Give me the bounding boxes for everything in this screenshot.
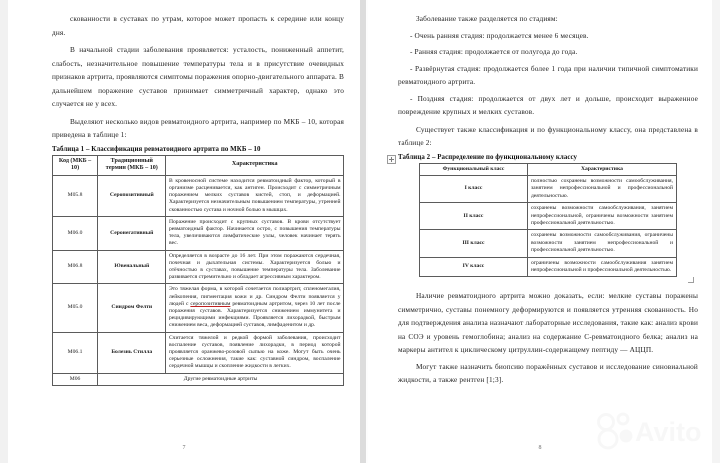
table-header-row xyxy=(53,155,344,175)
stage-item: - Развёрнутая стадия: продолжается более 1 года при наличии типичной симптоматики ревматоидного артрита. xyxy=(398,63,698,86)
cell-term: Серонегативный xyxy=(98,216,166,250)
cell-term: Синдром Фелти xyxy=(98,284,166,332)
viewer-left-edge xyxy=(0,0,8,463)
paragraph: Могут также назначить биопсию поражённых суставов и исследование синовиальной жидкости, а также рентген [1;3]. xyxy=(398,361,698,385)
table-2-header-class: Функциональный класс xyxy=(420,163,528,175)
cell-description: полностью сохранены возможности самообслуживания, занятием непрофессиональной и профессиональной деятельностью. xyxy=(527,175,676,202)
cell-description xyxy=(166,284,344,332)
table-header-row xyxy=(420,163,677,175)
cell-code: М06.0 xyxy=(53,216,98,250)
table-2 xyxy=(419,163,677,278)
paragraph: Существует также классификация и по функциональному классу, она представлена в таблице 2: xyxy=(398,124,698,147)
cell-description: сохранены возможности самообслуживания, ограничены возможности занятием непрофессиональной и профессиональной деятельностью. xyxy=(527,230,676,257)
page-left-content xyxy=(52,12,344,386)
cell-code: М06 xyxy=(53,373,98,385)
paragraph: Заболевание также разделяется по стадиям: xyxy=(416,14,558,23)
stage-item: - Очень ранняя стадия: продолжается менее 6 месяцев. xyxy=(410,30,589,40)
cell-description: сохранены возможности самообслуживания, занятием непрофессиональной, ограничены возможности занятием профессиональной деятельностью. xyxy=(527,203,676,230)
cell-term: Ювенальный xyxy=(98,250,166,284)
table-row xyxy=(53,373,344,385)
table-row xyxy=(53,216,344,250)
table-row xyxy=(420,175,677,202)
cell-code: М05.0 xyxy=(53,284,98,332)
cell-code: М06.1 xyxy=(53,332,98,373)
page-right-content xyxy=(398,12,698,387)
avito-watermark-text: Avito xyxy=(635,417,702,447)
description-part-pre: Это тяжелая форма, в которой сочетается полиартрит, спленомегалия, лейкопения, пигментация кожи и др. Синдром Фелти появляется у людей с xyxy=(168,286,341,307)
table-1-caption: Таблица 1 – Классификация ревматоидного артрита по МКБ – 10 xyxy=(52,145,261,153)
cell-code: М06.8 xyxy=(53,250,98,284)
cell-class: III класс xyxy=(420,230,528,257)
page-number-left: 7 xyxy=(182,445,186,451)
table-1-header-term: Традиционный термин (МКБ – 10) xyxy=(98,155,166,175)
table-row xyxy=(420,230,677,257)
table-resize-handle-icon[interactable] xyxy=(688,277,694,283)
cell-class: IV класс xyxy=(420,257,528,277)
paragraph: скованности в суставах по утрам, которое может пропасть к середине или концу дня. xyxy=(52,14,344,37)
table-2-header-characteristic: Характеристика xyxy=(527,163,676,175)
table-2-wrapper xyxy=(398,154,698,161)
paragraph: В начальной стадии заболевания проявляется: усталость, пониженный аппетит, слабость, незначительное повышение температуры тела и в присутствие очевидных признаков артрита, проявляются симптомы поражения опорно-двигательного аппарата. В дальнейшем поражение суставов принимает симметричный характер, однако это случается не у всех. xyxy=(52,45,344,108)
table-row xyxy=(53,284,344,332)
table-row xyxy=(53,332,344,373)
stage-item: - Ранняя стадия: продолжается от полугода до года. xyxy=(410,47,578,56)
cell-term: Болезнь Стилла xyxy=(98,332,166,373)
cell-description: Определяется в возрасте до 16 лет. При этом поражаются сердечная, почечная и дыхательная системы. Характеризуется болью и отёчностью в суставах, повышение температуры тела. Заболевание развивается стремительно и обладает агрессивным характером. xyxy=(166,250,344,284)
table-row xyxy=(420,203,677,230)
table-1-header-characteristic: Характеристика xyxy=(166,155,344,175)
page-number-right: 8 xyxy=(538,445,542,451)
page-gutter-divider xyxy=(360,0,366,463)
stage-item: - Поздняя стадия: продолжается от двух лет и дольше, происходит выраженное повреждение крупных и мелких суставов. xyxy=(398,93,698,116)
cell-description: Поражение происходит с крупных суставов. В крови отсутствует ревматоидный фактор. Начинается остро, с повышения температуры тела, увеличиваются лимфатические узлы, человек начинает терять вес. xyxy=(166,216,344,250)
cell-description: В кровеносной системе находится ревматоидный фактор, который в организме расценивается, как антиген. Происходит с симметричным поражением мелких суставов кистей, стоп, и деформацией. Характеризуется незначительным повышением температуры, утренней скованностью сустава и ночной болью в мышцах. xyxy=(166,175,344,216)
cell-description: Считается тяжелой и редкой формой заболевания, происходит воспаление суставов, появление лихорадки, в период которой проявляется оранжево-розовой сыпью на коже. Могут быть очень серьезные осложнения, такие как: суставной синдром, воспаление сердечной мышцы и скопление жидкости в легких. xyxy=(166,332,344,373)
viewer-right-edge xyxy=(712,0,720,463)
document-page-left xyxy=(8,0,360,463)
table-row xyxy=(420,257,677,277)
cell-term: Серопозитивный xyxy=(98,175,166,216)
table-2-anchor xyxy=(398,277,698,283)
document-page-right xyxy=(368,0,712,463)
description-part-post: ревматоидным артритом, через 10 лет после поражения суставов. Характеризуется снижением иммунитета и рецидивирующими инфекциями. Проявляется лихорадкой, быстрым снижением веса, деформацией суставов, лимфаденитом и др. xyxy=(168,300,341,329)
cell-description: ограничены возможности самообслуживания занятием непрофессиональной и профессиональной деятельностью. xyxy=(527,257,676,277)
cell-code: М05.8 xyxy=(53,175,98,216)
spellcheck-underlined-word: серопозитивным xyxy=(190,300,231,307)
cell-class: II класс xyxy=(420,203,528,230)
cell-description-fullwidth: Другие ревматоидные артриты xyxy=(98,373,344,385)
cell-class: I класс xyxy=(420,175,528,202)
table-move-handle-icon[interactable] xyxy=(387,155,396,164)
table-2-caption: Таблица 2 – Распределение по функциональному классу xyxy=(398,153,578,161)
table-1 xyxy=(52,155,344,386)
table-row xyxy=(53,250,344,284)
paragraph: Наличие ревматоидного артрита можно доказать, если: мелкие суставы поражены симметрично, суставы понемногу деформируются и появляется утренняя скованность. Но для подтверждения анализа назначают лабораторные исследования, такие как: анализ крови на СОЭ и уровень гемоглобина; анализ на содержание С-ревматоидного белка; анализ на маркеры антител к циклическому цитруллин-содержащему пептиду — АЦЦП. xyxy=(398,291,698,355)
table-1-header-code: Код (МКБ – 10) xyxy=(53,155,98,175)
table-row xyxy=(53,175,344,216)
paragraph: Выделяют несколько видов ревматоидного артрита, например по МКБ – 10, которая приведена в таблице 1: xyxy=(52,116,344,139)
